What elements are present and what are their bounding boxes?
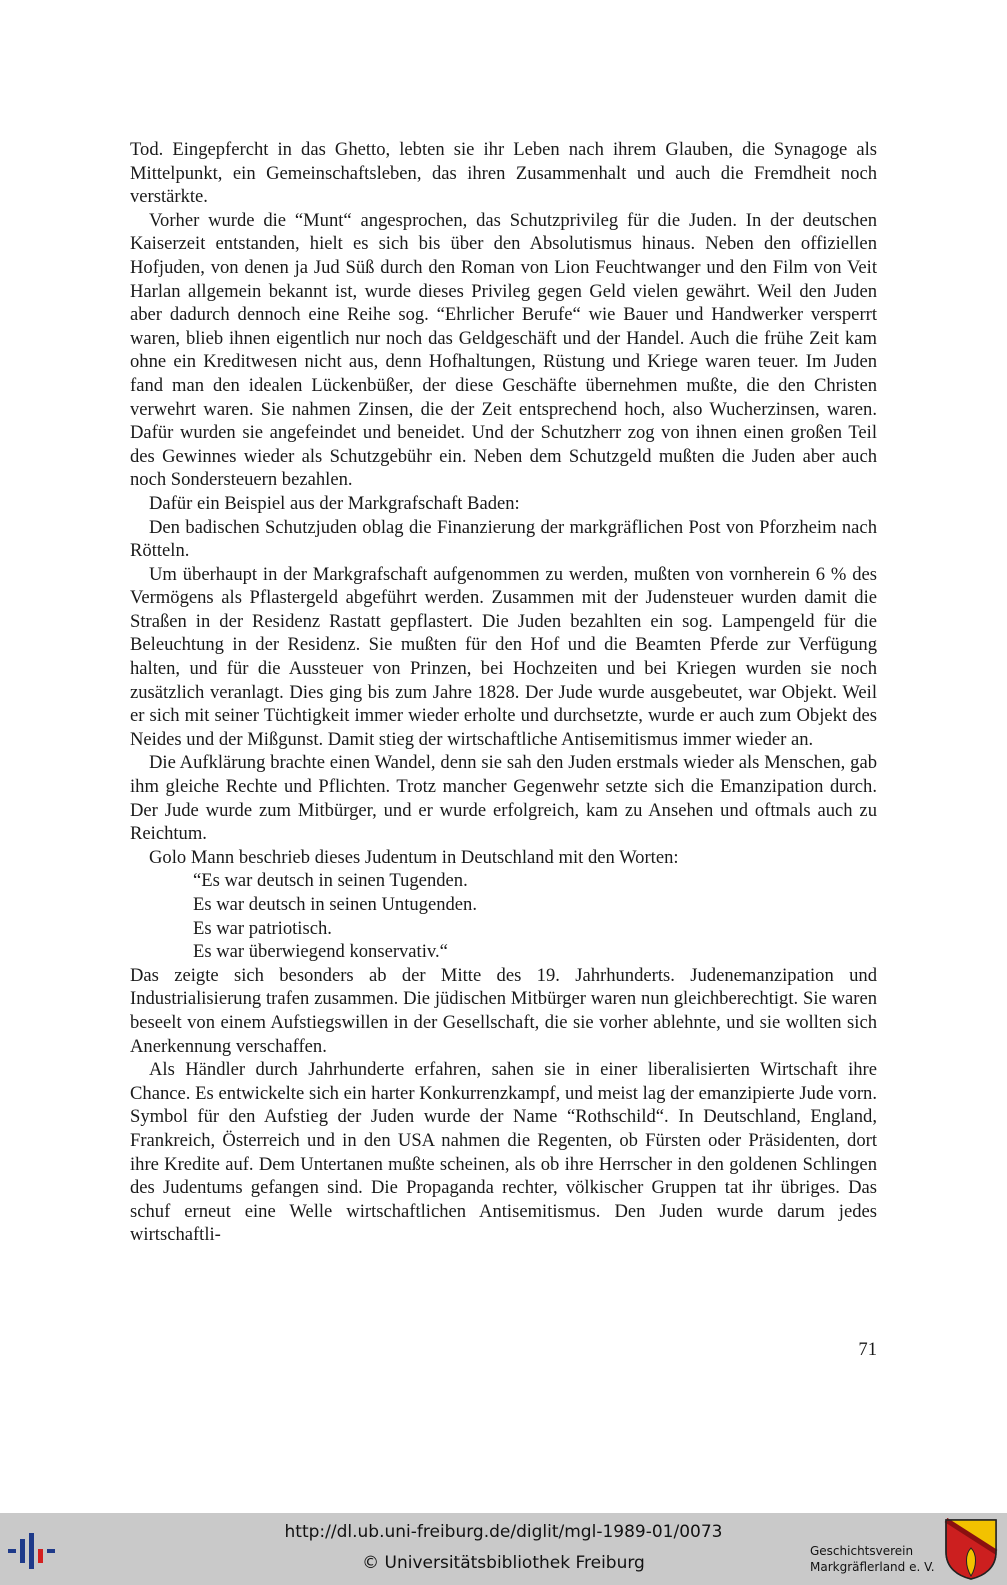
paragraph: Vorher wurde die “Munt“ angesprochen, das Schutzprivileg für die Juden. In der deutschen Kaiserzeit entstanden, hielt es sich bis über den Absolutismus hinaus. Neben den offiziellen Hofjuden, von denen ja Jud Süß durch den Roman von Lion Feuchtwanger und den Film von Veit Harlan allgemein bekannt ist, wurde dieses Privileg gegen Geld vielen gewährt. Weil den Juden aber dadurch dennoch eine Reihe sog. “Ehrlicher Berufe“ wie Bauer und Handwerker versperrt waren, blieb ihnen eigentlich nur noch das Geldgeschäft und der Handel. Auch die frühe Zeit kam ohne ein Kreditwesen nicht aus, denn Hofhaltungen, Rüstung und Kriege waren teuer. Im Juden fand man den idealen Lückenbüßer, der diese Geschäfte übernehmen mußte, die den Christen verwehrt waren. Sie nahmen Zinsen, die der Zeit entsprechend hoch, also Wucherzinsen, waren. Dafür wurden sie angefeindet und beneidet. Und der Schutzherr zog von ihnen einen großen Teil des Gewinnes wieder als Schutzgebühr ein. Neben dem Schutzgeld mußten die Juden aber auch noch Sondersteuern bezahlen.	[130, 209, 877, 491]
paragraph: Die Aufklärung brachte einen Wandel, denn sie sah den Juden erstmals wieder als Menschen, gab ihm gleiche Rechte und Pflichten. Trotz mancher Gegenwehr setzte sich die Emanzipation durch. Der Jude wurde zum Mitbürger, und er wurde erfolgreich, kam zu Ansehen und oftmals auch zu Reichtum.	[130, 752, 877, 845]
society-name-line: Geschichtsverein	[810, 1544, 914, 1558]
copyright-notice: © Universitätsbibliothek Freiburg	[362, 1553, 645, 1573]
footer-bar	[0, 1513, 1007, 1585]
society-name	[810, 1543, 935, 1575]
quote-line: Es war überwiegend konservativ.“	[193, 941, 448, 963]
paragraph: Den badischen Schutzjuden oblag die Finanzierung der markgräflichen Post von Pforzheim nach Rötteln.	[130, 516, 877, 562]
body-text	[130, 138, 877, 1247]
page-number: 71	[858, 1339, 877, 1360]
paragraph: Als Händler durch Jahrhunderte erfahren, sahen sie in einer liberalisierten Wirtschaft ihre Chance. Es entwickelte sich ein harter Konkurrenzkampf, und meist lag der emanzipierte Jude vorn. Symbol für den Aufstieg der Juden wurde der Name “Rothschild“. In Deutschland, England, Frankreich, Österreich und in den USA nahmen die Regenten, ob Fürsten oder Präsidenten, dort ihre Kredite auf. Dem Untertanen mußte scheinen, als ob ihre Herrscher in den goldenen Schlingen des Judentums gefangen sind. Die Propaganda rechter, völkischer Gruppen tat ihr übriges. Das schuf erneut eine Welle wirtschaftlichen Antisemitismus. Den Juden wurde darum jedes wirtschaftli-	[130, 1059, 877, 1246]
quote-line: Es war patriotisch.	[193, 917, 332, 939]
document-url-link[interactable]: http://dl.ub.uni-freiburg.de/diglit/mgl-1989-01/0073	[284, 1522, 723, 1542]
paragraph: Tod. Eingepfercht in das Ghetto, lebten sie ihr Leben nach ihrem Glauben, die Synagoge als Mittelpunkt, ein Gemeinschaftsleben, das ihren Zusammenhalt und auch die Fremdheit noch verstärkte.	[130, 139, 877, 208]
quote-line: “Es war deutsch in seinen Tugenden.	[193, 870, 468, 892]
quote-line: Es war deutsch in seinen Untugenden.	[193, 894, 477, 915]
paragraph: Das zeigte sich besonders ab der Mitte des 19. Jahrhunderts. Judenemanzipation und Industrialisierung trafen zusammen. Die jüdischen Mitbürger waren nun gleichberechtigt. Sie waren beseelt von einem Aufstiegswillen in der Gesellschaft, die sie vorher ablehnte, und sie wollten sich Anerkennung verschaffen.	[130, 964, 877, 1057]
quotation	[130, 869, 877, 963]
paragraph: Um überhaupt in der Markgrafschaft aufgenommen zu werden, mußten von vornherein 6 % des Vermögens als Pflastergeld abgeführt werden. Zusammen mit der Judensteuer wurden damit die Straßen in der Residenz Rastatt gepflastert. Die Juden bezahlten ein sog. Lampengeld für die Beleuchtung in der Residenz. Sie mußten für den Hof und die Beamten Pferde zur Verfügung halten, und für die Aussteuer von Prinzen, bei Hochzeiten und bei Kriegen wurden sie noch zusätzlich veranlagt. Dies ging bis zum Jahre 1828. Der Jude wurde ausgebeutet, war Objekt. Weil er sich mit seiner Tüchtigkeit immer wieder erholte und durchsetzte, wurde er auch zum Objekt des Neides und der Mißgunst. Damit stieg der wirtschaftliche Antisemitismus immer wieder an.	[130, 563, 877, 750]
paragraph: Golo Mann beschrieb dieses Judentum in Deutschland mit den Worten:	[149, 846, 679, 868]
coat-of-arms-icon[interactable]	[944, 1518, 998, 1580]
paragraph: Dafür ein Beispiel aus der Markgrafschaft Baden:	[149, 492, 520, 514]
society-name-line: Markgräflerland e. V.	[810, 1560, 935, 1574]
